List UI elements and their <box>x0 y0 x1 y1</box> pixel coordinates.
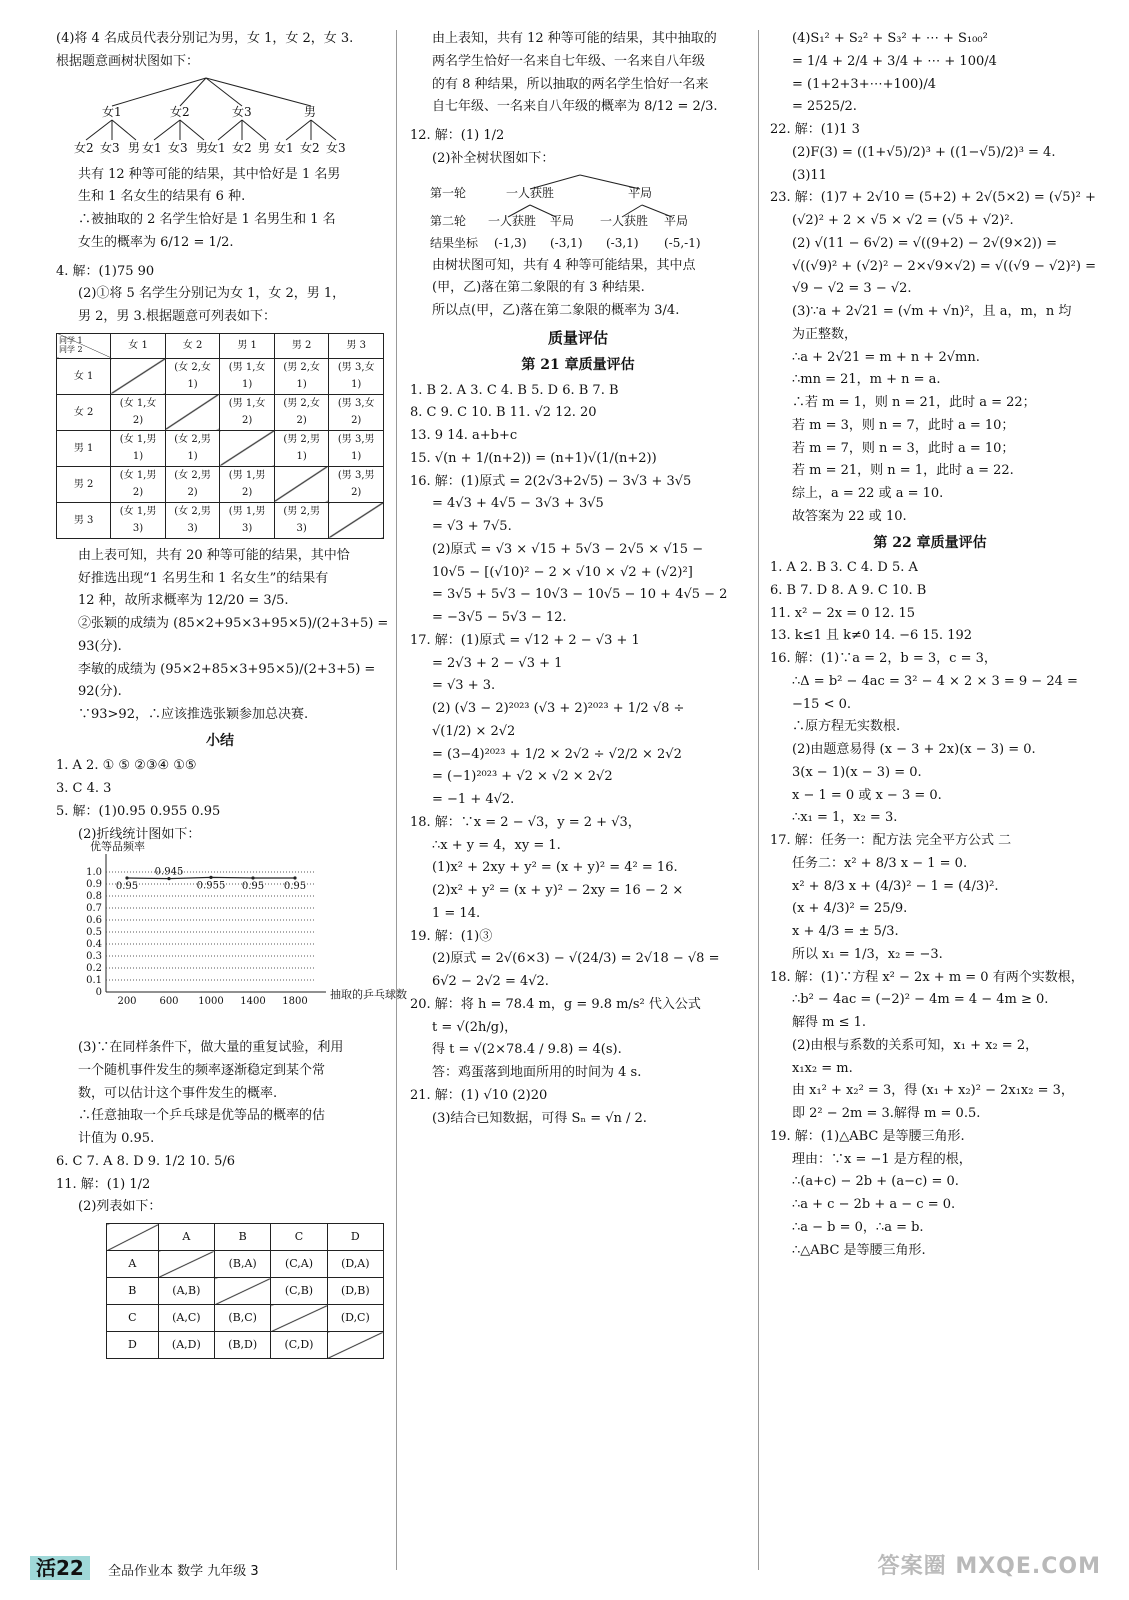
table-cell: (C,B) <box>271 1278 327 1305</box>
text-line: (4)S₁² + S₂² + S₃² + ⋯ + S₁₀₀² <box>792 31 988 46</box>
table-cell: (男 2,男 3) <box>274 502 329 538</box>
tree-leaf: 男 <box>128 140 141 155</box>
text-line: = −1 + 4√2. <box>432 792 515 807</box>
table-cell <box>165 394 220 430</box>
data-point <box>125 877 128 880</box>
y-tick-label: 0 <box>95 987 102 999</box>
table-row <box>107 1332 384 1359</box>
text-line: x + 4/3 = ± 5/3. <box>792 924 899 939</box>
table-cell <box>158 1251 214 1278</box>
table-row <box>57 466 384 502</box>
tree-result: (-5,-1) <box>664 235 701 250</box>
text-line: ∴△ABC 是等腰三角形. <box>792 1242 926 1258</box>
text-line: ∴a − b = 0，∴a = b. <box>792 1219 924 1235</box>
text-line: ∴若 m = 1，则 n = 21，此时 a = 22； <box>792 395 1036 410</box>
table-header: C <box>271 1224 327 1251</box>
data-point <box>251 877 254 880</box>
table-cell <box>215 1278 271 1305</box>
text-line: (1)x² + 2xy + y² = (x + y)² = 4² = 16. <box>432 860 678 876</box>
tree-leaf: 女3 <box>168 140 188 155</box>
table-cell: (B,A) <box>215 1251 271 1278</box>
column-divider <box>758 30 759 1570</box>
text-line: ∴x + y = 4，xy = 1. <box>432 837 561 853</box>
text-line: ∴Δ = b² − 4ac = 3² − 4 × 2 × 3 = 9 − 24 = <box>792 673 1078 689</box>
table-header: A <box>158 1224 214 1251</box>
text-line: (2)由题意易得 (x − 3 + 2x)(x − 3) = 0. <box>792 742 1036 757</box>
watermark-logo: 答案圈 MXQE.COM <box>877 1553 1101 1579</box>
book-title: 全品作业本 数学 九年级 3 <box>107 1564 259 1579</box>
text-line: 答：鸡蛋落到地面所用的时间为 4 s. <box>432 1065 642 1080</box>
text-line: (2)补全树状图如下： <box>432 150 555 166</box>
text-line: 18. 解：(1)∵方程 x² − 2x + m = 0 有两个实数根， <box>770 969 1084 985</box>
table-cell <box>271 1305 327 1332</box>
text-line: 女生的概率为 6/12 = 1/2. <box>78 234 234 250</box>
table-row <box>107 1251 384 1278</box>
tree-leaf: 女1 <box>274 140 294 155</box>
text-line: 20. 解：将 h = 78.4 m，g = 9.8 m/s² 代入公式 <box>410 996 701 1012</box>
text-line: 93(分). <box>78 638 122 654</box>
text-line: 综上，a = 22 或 a = 10. <box>792 486 944 501</box>
text-line: (3)∵在同样条件下，做大量的重复试验，利用 <box>78 1040 344 1055</box>
text-line: ∴a + c − 2b + a − c = 0. <box>792 1197 956 1212</box>
text-line: 11. x² − 2x = 0 12. 15 <box>770 605 916 621</box>
text-line: 1 = 14. <box>432 905 481 921</box>
text-line: 18. 解：∵x = 2 − √3，y = 2 + √3， <box>410 814 641 830</box>
column-divider <box>396 30 397 1570</box>
table-row <box>57 394 384 430</box>
table-cell: (女 1,男 2) <box>111 466 166 502</box>
table-cell: (A,C) <box>158 1305 214 1332</box>
table-cell: (男 1,女 1) <box>220 358 275 394</box>
right-top-answers <box>770 28 1096 529</box>
table-cell <box>327 1332 383 1359</box>
table-header: 男 2 <box>274 333 329 358</box>
text-line: (3)结合已知数据，可得 Sₙ = √n / 2. <box>432 1110 647 1126</box>
text-line: (2)列表如下： <box>78 1199 162 1215</box>
data-label: 0.945 <box>154 866 184 878</box>
table-cell: (男 1,女 2) <box>220 394 275 430</box>
tree-row-label: 第一轮 <box>430 185 467 200</box>
tree-leaf: 女3 <box>326 140 346 155</box>
section-title-ch22: 第 22 章质量评估 <box>873 534 987 551</box>
text-line: ∵93>92，∴应该推选张颖参加总决赛. <box>78 707 309 722</box>
text-line: 13. k≤1 且 k≠0 14. −6 15. 192 <box>770 628 973 644</box>
page-footer <box>30 1551 259 1586</box>
table-row <box>57 358 384 394</box>
text-line: = −3√5 − 5√3 − 12. <box>432 610 567 625</box>
text-line: x₁x₂ = m. <box>792 1060 853 1076</box>
text-line: 16. 解：(1)∵a = 2，b = 3，c = 3， <box>770 651 997 666</box>
data-point <box>293 877 296 880</box>
text-line: 17. 解：任务一：配方法 完全平方公式 二 <box>770 833 1012 848</box>
tree-diagram-game <box>410 171 746 255</box>
x-axis-label: 抽取的乒乓球数 <box>330 988 407 1002</box>
text-line: 23. 解：(1)7 + 2√10 = (5+2) + 2√(5×2) = (√5)² + <box>770 190 1096 206</box>
data-point <box>209 876 212 879</box>
right-column <box>770 28 1096 1262</box>
text-line: 6√2 − 2√2 = 4√2. <box>432 974 549 989</box>
text-line: 李敏的成绩为 (95×2+85×3+95×5)/(2+3+5) = <box>78 661 376 677</box>
tree-node: 平局 <box>550 213 575 228</box>
text-line: 男 2，男 3.根据题意可列表如下： <box>78 309 276 324</box>
tree-result: (-3,1) <box>606 235 639 250</box>
tree-node: 女2 <box>170 104 190 119</box>
text-line: (2)①将 5 名学生分别记为女 1，女 2，男 1， <box>78 286 346 302</box>
text-line: 1. B 2. A 3. C 4. B 5. D 6. B 7. B <box>410 382 619 398</box>
row-header: D <box>107 1332 159 1359</box>
table-row <box>107 1305 384 1332</box>
text-line: 由 x₁² + x₂² = 3，得 (x₁ + x₂)² − 2x₁x₂ = 3， <box>792 1083 1074 1099</box>
table-cell <box>274 466 329 502</box>
text-line: 3(x − 1)(x − 3) = 0. <box>792 764 922 780</box>
section-title-summary: 小结 <box>206 732 234 749</box>
text-line: = 1/4 + 2/4 + 3/4 + ⋯ + 100/4 <box>792 53 997 69</box>
text-line: 根据题意画树状图如下： <box>56 53 200 69</box>
data-label: 0.95 <box>283 881 307 893</box>
ch22-answers <box>770 557 1090 1262</box>
text-line: (2)原式 = √3 × √15 + 5√3 − 2√5 × √15 − <box>432 541 704 557</box>
text-line: 13. 9 14. a+b+c <box>410 428 518 443</box>
text-line: (2)原式 = 2√(6×3) − √(24/3) = 2√18 − √8 = <box>432 951 720 967</box>
table-header: 男 1 <box>220 333 275 358</box>
text-line: (x + 4/3)² = 25/9. <box>792 901 908 917</box>
line-chart <box>56 840 407 1031</box>
table-cell: (女 2,女 1) <box>165 358 220 394</box>
text-line: 解得 m ≤ 1. <box>792 1015 867 1030</box>
table-cell: (男 3,男 2) <box>329 466 384 502</box>
y-tick-label: 0.9 <box>86 879 102 891</box>
text-line: 11. 解：(1) 1/2 <box>56 1176 151 1192</box>
tree-leaf: 男 <box>258 140 271 155</box>
row-header: 男 1 <box>57 430 111 466</box>
row-header: C <box>107 1305 159 1332</box>
table-cell: (男 2,女 1) <box>274 358 329 394</box>
table-header-row <box>107 1224 384 1251</box>
text-line: 所以点(甲，乙)落在第二象限的概率为 3/4. <box>432 303 680 318</box>
tree-node: 女3 <box>232 104 252 119</box>
text-line: 一个随机事件发生的频率逐渐稳定到某个常 <box>78 1062 326 1078</box>
x-tick-label: 1000 <box>198 996 224 1008</box>
text-line: 3. C 4. 3 <box>56 781 112 796</box>
text-line: 92(分). <box>78 684 122 700</box>
section-title-evaluation: 质量评估 <box>547 328 608 347</box>
text-line: = 3√5 + 5√3 − 10√3 − 10√5 − 10 + 4√5 − 2 <box>432 587 728 603</box>
text-line: 若 m = 3，则 n = 7，此时 a = 10； <box>792 417 1015 433</box>
text-line: 16. 解：(1)原式 = 2(2√3+2√5) − 3√3 + 3√5 <box>410 473 692 489</box>
table-cell: (D,B) <box>327 1278 383 1305</box>
text-line: (2)由根与系数的关系可知，x₁ + x₂ = 2， <box>792 1037 1039 1053</box>
table-cell: (A,B) <box>158 1278 214 1305</box>
tree-node: 女1 <box>102 104 122 119</box>
table-cell: (D,C) <box>327 1305 383 1332</box>
table-cell: (女 2,男 3) <box>165 502 220 538</box>
tree-result: (-3,1) <box>550 235 583 250</box>
text-line: = (1+2+3+⋯+100)/4 <box>792 76 937 92</box>
text-line: 故答案为 22 或 10. <box>792 508 907 524</box>
text-line: √(1/2) × 2√2 <box>432 723 516 739</box>
y-tick-label: 0.3 <box>86 951 102 963</box>
text-line: 17. 解：(1)原式 = √12 + 2 − √3 + 1 <box>410 632 640 648</box>
table-cell: (D,A) <box>327 1251 383 1278</box>
table-cell: (男 3,女 2) <box>329 394 384 430</box>
data-label: 0.955 <box>196 880 226 892</box>
tree-leaf: 女1 <box>142 140 162 155</box>
table-students <box>56 333 384 539</box>
table-cell: (女 2,男 2) <box>165 466 220 502</box>
text-line: ∴(a+c) − 2b + (a−c) = 0. <box>792 1174 959 1190</box>
table-cell: (B,D) <box>215 1332 271 1359</box>
text-line: = 2√3 + 2 − √3 + 1 <box>432 655 563 671</box>
text-line: = √3 + 3. <box>432 678 496 694</box>
table-cell: (男 2,女 2) <box>274 394 329 430</box>
table-header: B <box>215 1224 271 1251</box>
table-cell: (C,A) <box>271 1251 327 1278</box>
table-abcd <box>106 1223 384 1359</box>
tree-node: 一人获胜 <box>506 185 555 200</box>
text-line: (2)x² + y² = (x + y)² − 2xy = 16 − 2 × <box>432 883 684 898</box>
table-cell: (男 3,男 1) <box>329 430 384 466</box>
y-tick-label: 0.4 <box>86 939 102 951</box>
page-number: 活22 <box>30 1556 90 1580</box>
table-cell: (男 2,男 1) <box>274 430 329 466</box>
text-line: ∴mn = 21，m + n = a. <box>792 372 941 388</box>
text-line: 由上表知，共有 12 种等可能的结果，其中抽取的 <box>432 31 717 46</box>
tree-node: 一人获胜 <box>600 213 649 228</box>
text-line: (2)折线统计图如下： <box>78 826 201 842</box>
table-header: D <box>327 1224 383 1251</box>
corner-top-label: 同学 1 <box>59 335 83 345</box>
tree-leaf: 男 <box>196 140 209 155</box>
table-header: 女 1 <box>111 333 166 358</box>
text-line: (3)∵a + 2√21 = (√m + √n)²，且 a，m，n 均 <box>792 304 1072 319</box>
text-line: 由上表可知，共有 20 种等可能的结果，其中恰 <box>78 547 350 563</box>
text-line: x² + 8/3 x + (4/3)² − 1 = (4/3)². <box>792 878 999 894</box>
table-cell: (女 1,男 1) <box>111 430 166 466</box>
table-header: 女 2 <box>165 333 220 358</box>
data-label: 0.95 <box>241 881 265 893</box>
tree-node: 男 <box>304 104 317 119</box>
text-line: = 4√3 + 4√5 − 3√3 + 3√5 <box>432 496 604 512</box>
table-cell <box>329 502 384 538</box>
tree-row-label: 第二轮 <box>430 213 467 228</box>
table-cell: (A,D) <box>158 1332 214 1359</box>
table-row <box>57 502 384 538</box>
text-line: 1. A 2. ① ⑤ ②③④ ①⑤ <box>56 758 197 774</box>
tree-node: 一人获胜 <box>488 213 537 228</box>
text-line: = √3 + 7√5. <box>432 519 512 534</box>
row-header: 女 2 <box>57 394 111 430</box>
text-line: ∴原方程无实数根. <box>792 719 901 735</box>
text-line: 自七年级、一名来自八年级的概率为 8/12 = 2/3. <box>432 99 718 115</box>
text-line: 15. √(n + 1/(n+2)) = (n+1)√(1/(n+2)) <box>410 450 657 466</box>
x-tick-label: 200 <box>117 996 137 1008</box>
text-line: 共有 12 种等可能的结果，其中恰好是 1 名男 <box>78 166 341 182</box>
text-line: ∴x₁ = 1，x₂ = 3. <box>792 810 898 826</box>
middle-column <box>410 28 746 1130</box>
text-line: 若 m = 21，则 n = 1，此时 a = 22. <box>792 463 1014 479</box>
text-line: (2) √(11 − 6√2) = √((9+2) − 2√(9×2)) = <box>792 235 1057 251</box>
text-line: 21. 解：(1) √10 (2)20 <box>410 1087 548 1103</box>
tree-diagram-members <box>56 74 384 164</box>
corner-bottom-label: 同学 2 <box>59 344 83 354</box>
text-line: (3)11 <box>792 167 827 183</box>
text-line: (4)将 4 名成员代表分别记为男，女 1，女 2，女 3. <box>56 31 354 46</box>
y-tick-label: 0.5 <box>86 927 102 939</box>
text-line: 为正整数， <box>792 326 858 342</box>
y-tick-label: 0.1 <box>86 975 102 987</box>
row-header: B <box>107 1278 159 1305</box>
row-header: 男 2 <box>57 466 111 502</box>
text-line: 由树状图可知，共有 4 种等可能结果，其中点 <box>432 257 696 273</box>
text-line: 6. C 7. A 8. D 9. 1/2 10. 5/6 <box>56 1153 236 1169</box>
text-line: 的有 8 种结果，所以抽取的两名学生恰好一名来 <box>432 76 709 92</box>
table-header-row <box>57 333 384 358</box>
text-line: t = √(2h/g)， <box>432 1019 518 1035</box>
text-line: x − 1 = 0 或 x − 3 = 0. <box>792 787 942 803</box>
text-line: (甲，乙)落在第二象限的有 3 种结果. <box>432 280 645 296</box>
x-tick-label: 1800 <box>282 996 308 1008</box>
tree-row-label: 结果坐标 <box>430 235 479 250</box>
row-header: 男 3 <box>57 502 111 538</box>
tree-leaf: 女3 <box>100 140 120 155</box>
row-header: A <box>107 1251 159 1278</box>
table-cell: (女 2,男 1) <box>165 430 220 466</box>
y-tick-label: 1.0 <box>86 867 102 879</box>
text-line: √9 − √2 = 3 − √2. <box>792 281 912 297</box>
table-row <box>107 1278 384 1305</box>
text-line: 1. A 2. B 3. C 4. D 5. A <box>770 560 918 575</box>
text-line: 好推选出现“1 名男生和 1 名女生”的结果有 <box>78 570 329 586</box>
text-line: 即 2² − 2m = 3.解得 m = 0.5. <box>792 1106 981 1121</box>
text-line: 10√5 − [(√10)² − 2 × √10 × √2 + (√2)²] <box>432 564 693 580</box>
text-line: (√2)² + 2 × √5 × √2 = (√5 + √2)². <box>792 213 1014 228</box>
text-line: 12 种，故所求概率为 12/20 = 3/5. <box>78 593 289 609</box>
tree-leaf: 女2 <box>232 140 252 155</box>
text-line: −15 < 0. <box>792 696 851 712</box>
ch21-answers <box>410 380 746 1131</box>
tree-node: 平局 <box>628 185 653 200</box>
y-tick-label: 0.8 <box>86 891 102 903</box>
table-cell <box>220 430 275 466</box>
tree-result: (-1,3) <box>494 235 527 250</box>
text-line: 计值为 0.95. <box>78 1131 155 1146</box>
text-line: √((√9)² + (√2)² − 2×√9×√2) = √((√9 − √2)²) = <box>792 258 1096 274</box>
text-line: (2) (√3 − 2)²⁰²³ (√3 + 2)²⁰²³ + 1/2 √8 ÷ <box>432 701 685 716</box>
tree-node: 平局 <box>664 213 689 228</box>
text-line: 5. 解：(1)0.95 0.955 0.95 <box>56 803 221 819</box>
text-line: 得 t = √(2×78.4 / 9.8) = 4(s). <box>432 1042 622 1058</box>
text-line: 任务二：x² + 8/3 x − 1 = 0. <box>792 855 968 871</box>
chart-svg <box>56 840 407 1022</box>
text-line: = (3−4)²⁰²³ + 1/2 × 2√2 ÷ √2/2 × 2√2 <box>432 746 682 762</box>
table-row <box>57 430 384 466</box>
text-line: 19. 解：(1)△ABC 是等腰三角形. <box>770 1128 965 1144</box>
text-line: 19. 解：(1)③ <box>410 928 493 944</box>
table-corner <box>57 333 111 358</box>
table-corner <box>107 1224 159 1251</box>
row-header: 女 1 <box>57 358 111 394</box>
text-line: (2)F(3) = ((1+√5)/2)³ + ((1−√5)/2)³ = 4. <box>792 144 1056 160</box>
table-cell: (男 3,女 1) <box>329 358 384 394</box>
text-line: ∴b² − 4ac = (−2)² − 4m = 4 − 4m ≥ 0. <box>792 992 1049 1008</box>
text-line: 两名学生恰好一名来自七年级、一名来自八年级 <box>432 53 706 69</box>
text-line: 8. C 9. C 10. B 11. √2 12. 20 <box>410 405 597 421</box>
table-cell: (男 1,男 3) <box>220 502 275 538</box>
text-line: ∴任意抽取一个乒乓球是优等品的概率的估 <box>78 1108 326 1124</box>
table-cell: (女 1,女 2) <box>111 394 166 430</box>
tree-leaf: 女1 <box>206 140 226 155</box>
y-tick-label: 0.2 <box>86 963 102 975</box>
table-cell: (B,C) <box>215 1305 271 1332</box>
tree-leaf: 女2 <box>74 140 94 155</box>
data-label: 0.95 <box>115 881 139 893</box>
text-line: 6. B 7. D 8. A 9. C 10. B <box>770 582 927 598</box>
text-line: 理由：∵x = −1 是方程的根， <box>792 1151 972 1167</box>
y-tick-label: 0.7 <box>86 903 102 915</box>
text-line: ∴被抽取的 2 名学生恰好是 1 名男生和 1 名 <box>78 212 336 227</box>
text-line: ②张颖的成绩为 (85×2+95×3+95×5)/(2+3+5) = <box>78 616 389 631</box>
text-line: 所以 x₁ = 1/3，x₂ = −3. <box>792 946 943 962</box>
table-cell: (男 1,男 2) <box>220 466 275 502</box>
text-line: 12. 解：(1) 1/2 <box>410 128 505 143</box>
text-line: = (−1)²⁰²³ + √2 × √2 × 2√2 <box>432 769 613 785</box>
table-cell: (C,D) <box>271 1332 327 1359</box>
x-tick-label: 1400 <box>240 996 266 1008</box>
y-tick-label: 0.6 <box>86 915 102 927</box>
x-tick-label: 600 <box>159 996 179 1008</box>
text-line: 若 m = 7，则 n = 3，此时 a = 10； <box>792 440 1015 456</box>
text-line: ∴a + 2√21 = m + n + 2√mn. <box>792 349 980 365</box>
text-line: 生和 1 名女生的结果有 6 种. <box>78 189 246 205</box>
text-line: 22. 解：(1)1 3 <box>770 122 860 137</box>
text-line: 4. 解：(1)75 90 <box>56 263 155 279</box>
left-column <box>56 28 407 1365</box>
text-line: 数，可以估计这个事件发生的概率. <box>78 1085 278 1101</box>
table-cell <box>111 358 166 394</box>
y-axis-label: 优等品频率 <box>90 840 145 854</box>
table-header: 男 3 <box>329 333 384 358</box>
tree-leaf: 女2 <box>300 140 320 155</box>
text-line: = 2525/2. <box>792 99 857 115</box>
table-cell: (女 1,男 3) <box>111 502 166 538</box>
section-title-ch21: 第 21 章质量评估 <box>521 357 635 373</box>
